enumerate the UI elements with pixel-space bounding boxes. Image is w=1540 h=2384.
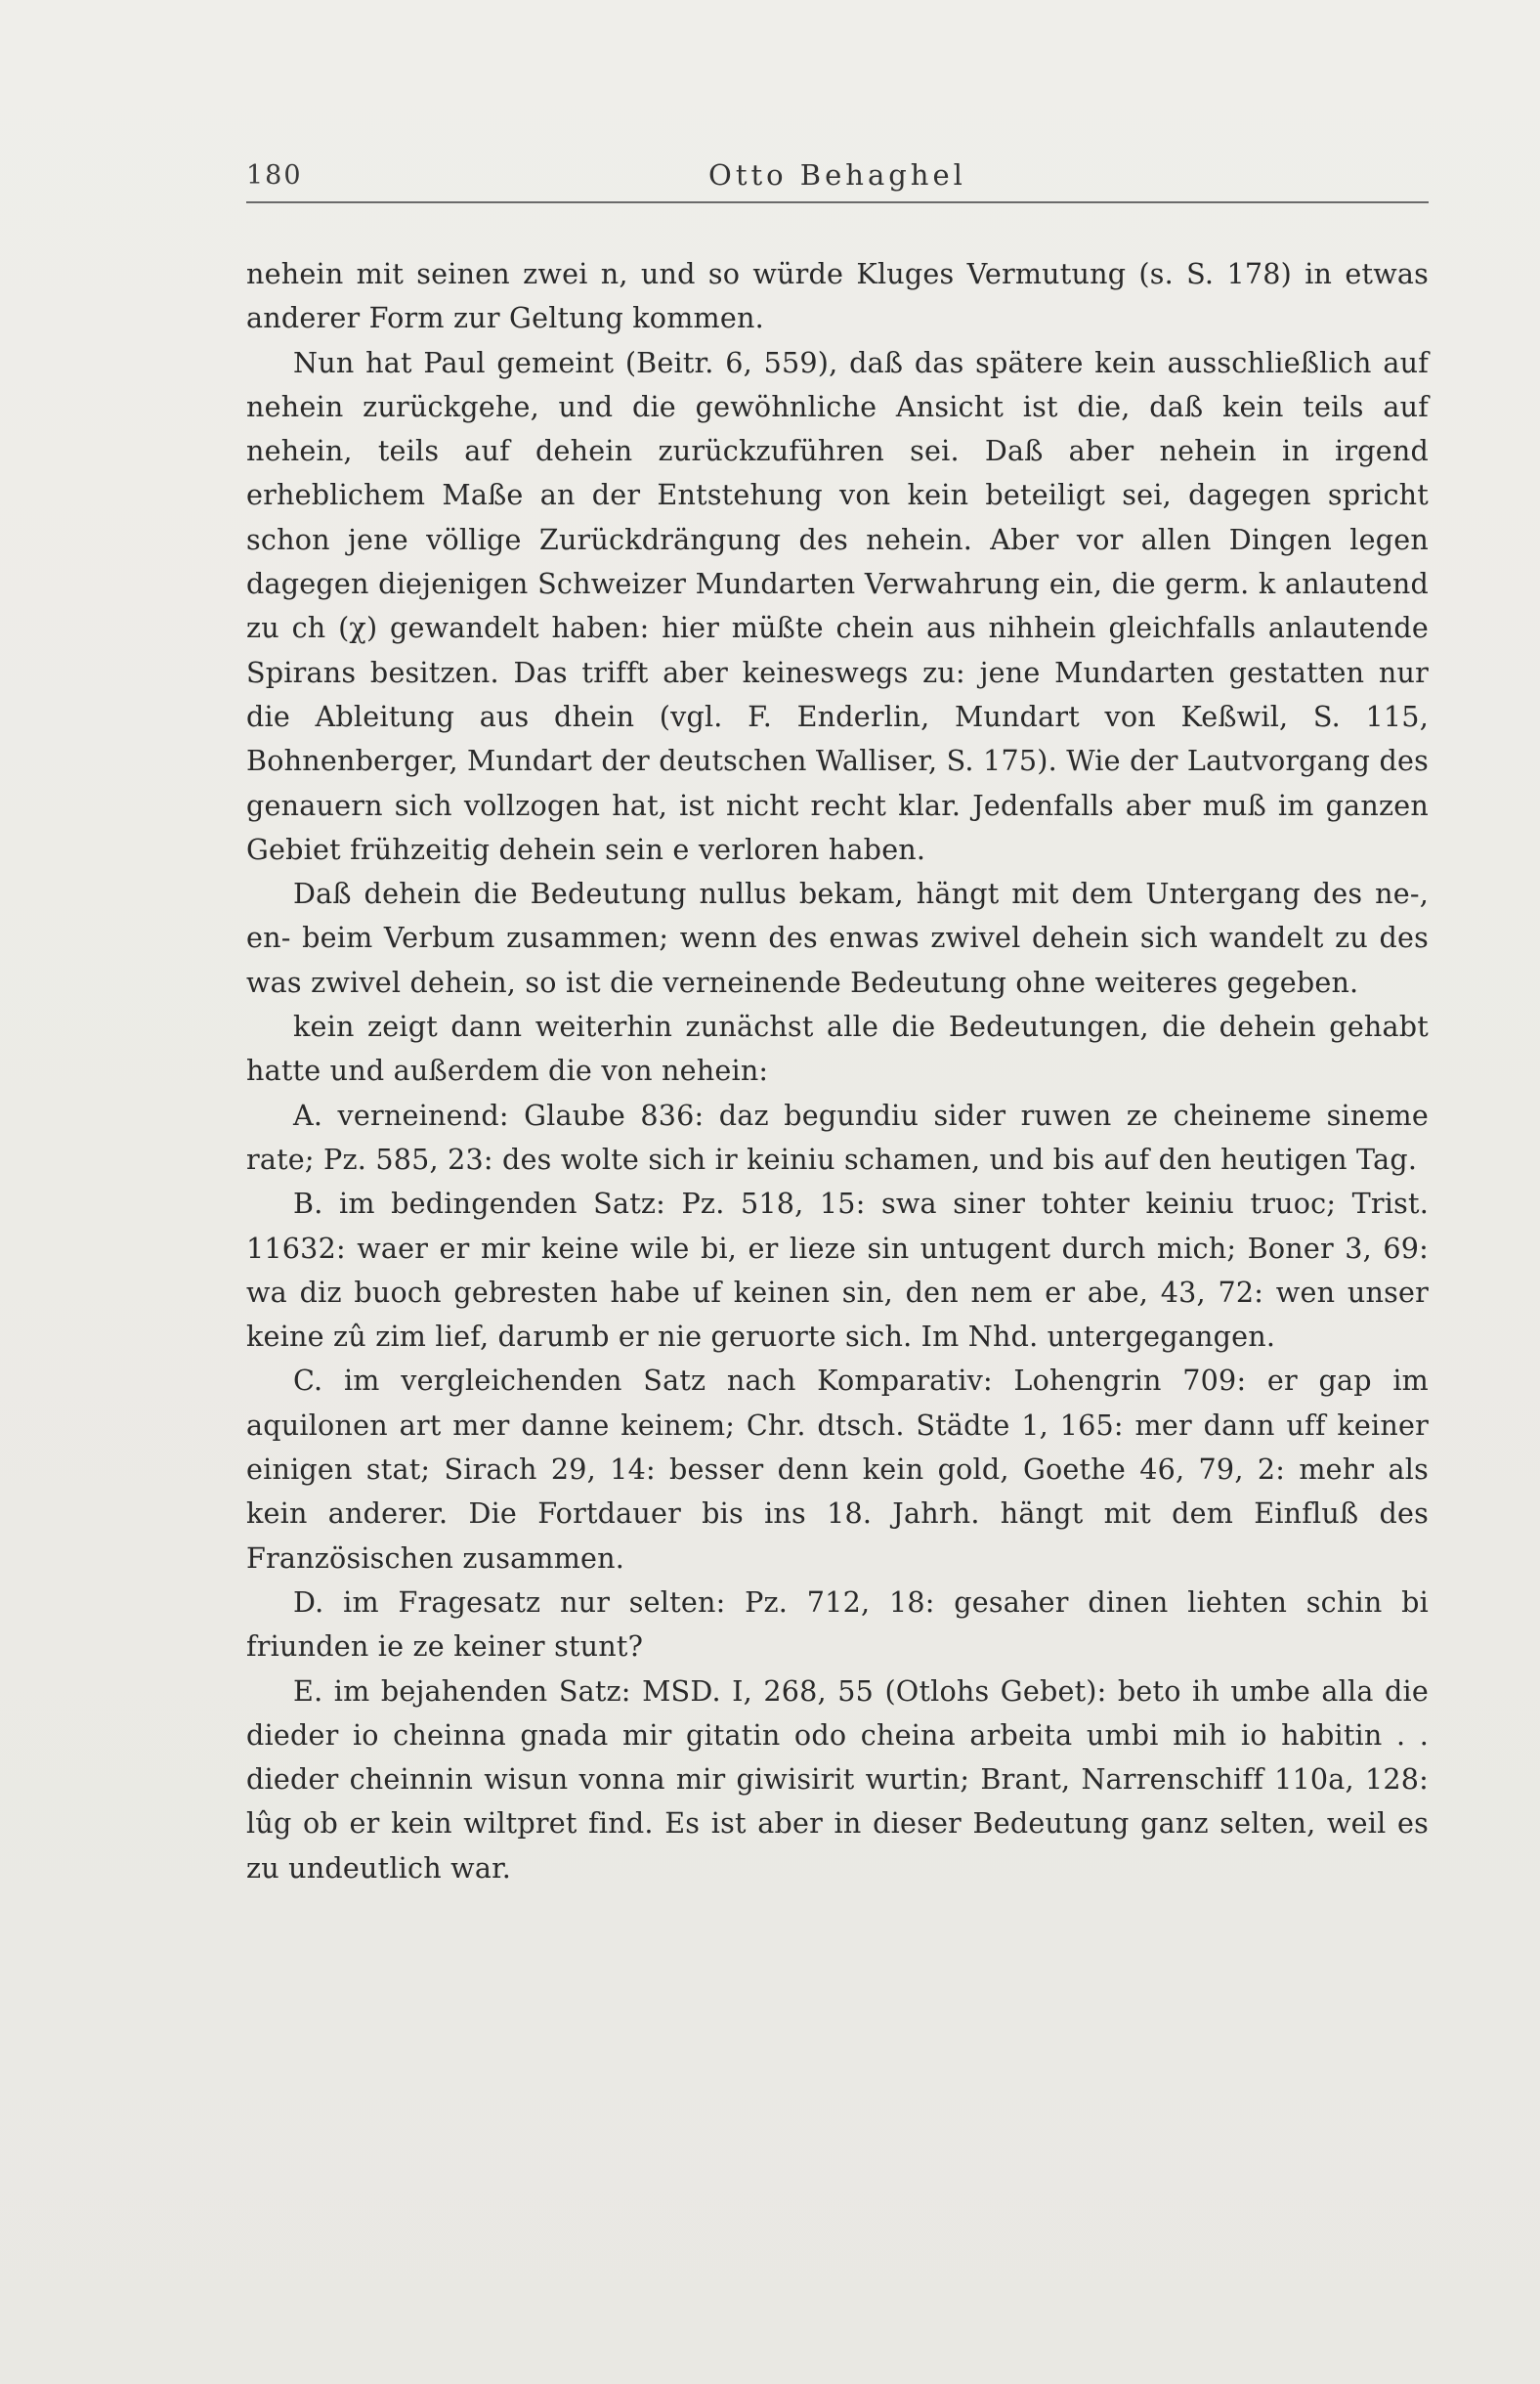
- paragraph: nehein mit seinen zwei n, und so würde Kluges Vermutung (s. S. 178) in etwas anderer Form zur Geltung kommen.: [246, 257, 1429, 335]
- section-e: E. im bejahenden Satz: MSD. I, 268, 55 (Otlohs Gebet): beto ih umbe alla die dieder io cheinna gnada mir gitatin odo cheina arbeita umbi mih io habitin . . dieder cheinnin wisun vonna mir giwisirit wurtin; Brant, Narrenschiff 110a, 128: lûg ob er kein wiltpret find. Es ist aber in dieser Bedeutung ganz selten, weil es zu undeutlich war.: [246, 1673, 1429, 1885]
- paragraph: Nun hat Paul gemeint (Beitr. 6, 559), daß das spätere kein ausschließlich auf nehein zurückgehe, und die gewöhnliche Ansicht ist die, daß kein teils auf nehein, teils auf dehein zurückzuführen sei. Daß aber nehein in irgend erheblichem Maße an der Entstehung von kein beteiligt sei, dagegen spricht schon jene völlige Zurückdrängung des nehein. Aber vor allen Dingen legen dagegen diejenigen Schweizer Mundarten Verwahrung ein, die germ. k anlautend zu ch (χ) gewandelt haben: hier müßte chein aus nihhein gleichfalls anlautende Spirans besitzen. Das trifft aber keineswegs zu: jene Mundarten gestatten nur die Ableitung aus dhein (vgl. F. Enderlin, Mundart von Keßwil, S. 115, Bohnenberger, Mundart der deutschen Walliser, S. 175). Wie der Lautvorgang des genauern sich vollzogen hat, ist nicht recht klar. Jedenfalls aber muß im ganzen Gebiet frühzeitig dehein sein e verloren haben.: [246, 345, 1429, 866]
- running-head: Otto Behaghel: [708, 158, 966, 192]
- page-header: [246, 154, 1429, 197]
- paragraph: Daß dehein die Bedeutung nullus bekam, hängt mit dem Untergang des ne-, en- beim Verbum zusammen; wenn des enwas zwivel dehein sich wandelt zu des was zwivel dehein, so ist die verneinende Bedeutung ohne weiteres gegeben.: [246, 877, 1429, 999]
- header-rule: [246, 201, 1429, 203]
- paragraph: kein zeigt dann weiterhin zunächst alle die Bedeutungen, die dehein gehabt hatte und außerdem die von nehein:: [246, 1010, 1429, 1088]
- section-d: D. im Fragesatz nur selten: Pz. 712, 18: gesaher dinen liehten schin bi friunden ie ze keiner stunt?: [246, 1584, 1429, 1664]
- section-b: B. im bedingenden Satz: Pz. 518, 15: swa siner tohter keiniu truoc; Trist. 11632: waer er mir keine wile bi, er lieze sin untugent durch mich; Boner 3, 69: wa diz buoch gebresten habe uf keinen sin, den nem er abe, 43, 72: wen unser keine zû zim lief, darumb er nie geruorte sich. Im Nhd. untergegangen.: [246, 1187, 1429, 1354]
- section-a: A. verneinend: Glaube 836: daz begundiu sider ruwen ze cheineme sineme rate; Pz. 585, 23: des wolte sich ir keiniu schamen, und bis auf den heutigen Tag.: [246, 1098, 1429, 1176]
- page-number: 180: [246, 160, 303, 191]
- body-text: [246, 252, 1429, 1890]
- section-c: C. im vergleichenden Satz nach Komparativ: Lohengrin 709: er gap im aquilonen art mer danne keinem; Chr. dtsch. Städte 1, 165: mer dann uff keiner einigen stat; Sirach 29, 14: besser denn kein gold, Goethe 46, 79, 2: mehr als kein anderer. Die Fortdauer bis ins 18. Jahrh. hängt mit dem Einfluß des Französischen zusammen.: [246, 1364, 1429, 1575]
